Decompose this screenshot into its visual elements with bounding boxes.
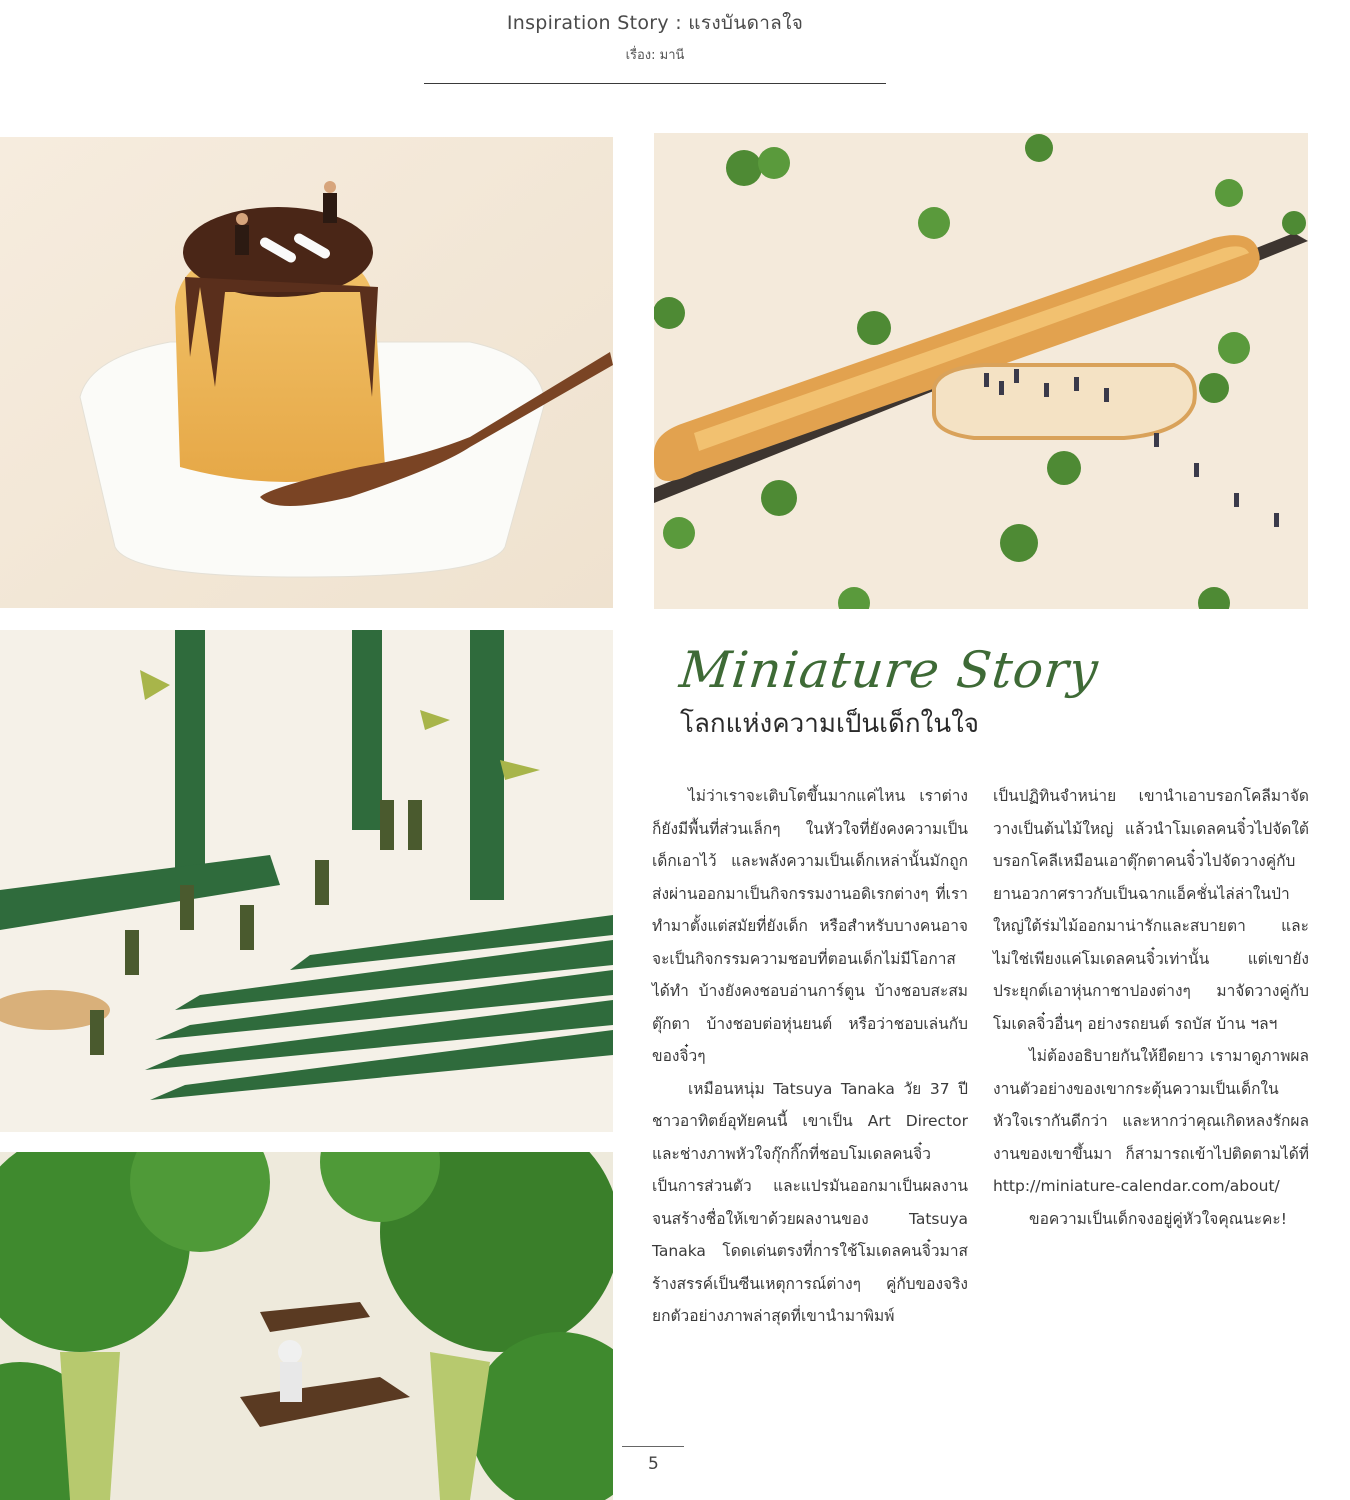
article-subtitle: โลกแห่งความเป็นเด็กในใจ bbox=[680, 709, 980, 739]
article-title: Miniature Story bbox=[676, 641, 1102, 699]
header-divider bbox=[424, 83, 886, 84]
article-heading bbox=[676, 641, 1120, 744]
author-line: เรื่อง: มานี bbox=[625, 48, 685, 63]
paragraph: เป็นปฏิทินจำหน่าย เขานำเอาบรอกโคลีมาจัดวางเป็นต้นไม้ใหญ่ แล้วนำโมเดลคนจิ๋วไปจัดใต้บรอกโคลีเหมือนเอาตุ๊กตาคนจิ๋วไปจัดวางคู่กับยานอวกาศราวกับเป็นฉากแอ็คชั่นไล่ล่าในป่าใหญ่ใต้ร่มไม้ออกมาน่ารักและสบายตา และไม่ใช่เพียงแค่โมเดลคนจิ๋วเท่านั้น แต่เขายังประยุกต์เอาหุ่นกาชาปองต่างๆ มาจัดวางคู่กับโมเดลจิ๋วอื่นๆ อย่างรถยนต์ รถบัส บ้าน ฯลฯ bbox=[993, 787, 1309, 1033]
paragraph: ไม่ต้องอธิบายกันให้ยืดยาว เรามาดูภาพผลงานตัวอย่างของเขากระตุ้นความเป็นเด็กในหัวใจเรากันดีกว่า และหากว่าคุณเกิดหลงรักผลงานของเขาขึ้นมา ก็สามารถเข้าไปติดตามได้ที่ http://miniature-calendar.com/about/ bbox=[993, 1047, 1309, 1195]
footer-divider bbox=[622, 1446, 684, 1447]
pudding-photo bbox=[0, 137, 613, 608]
paragraph: ไม่ว่าเราจะเติบโตขึ้นมากแค่ไหน เราต่างก็ยังมีพื้นที่ส่วนเล็กๆ ในหัวใจที่ยังคงความเป็นเด็กเอาไว้ และพลังความเป็นเด็กเหล่านั้นมักถูกส่งผ่านออกมาเป็นกิจกรรมงานอดิเรกต่างๆ ที่เราทำมาตั้งแต่สมัยที่ยังเด็ก หรือสำหรับบางคนอาจจะเป็นกิจกรรมความชอบที่ตอนเด็กไม่มีโอกาสได้ทำ บ้างยังคงชอบอ่านการ์ตูน บ้างชอบสะสมตุ๊กตา บ้างชอบต่อหุ่นยนต์ หรือว่าชอบเล่นกับของจิ๋วๆ bbox=[652, 787, 968, 1065]
page-header bbox=[0, 8, 1310, 65]
paragraph: ขอความเป็นเด็กจงอยู่คู่หัวใจคุณนะคะ! bbox=[1029, 1209, 1287, 1228]
section-title: Inspiration Story : แรงบันดาลใจ bbox=[506, 12, 804, 34]
bread-train-photo bbox=[654, 133, 1308, 609]
page-number: 5 bbox=[648, 1454, 659, 1474]
broccoli-forest-photo bbox=[0, 1152, 613, 1500]
pencil-lumberjack-photo bbox=[0, 630, 613, 1132]
paragraph: เหมือนหนุ่ม Tatsuya Tanaka วัย 37 ปี ชาวอาทิตย์อุทัยคนนี้ เขาเป็น Art Director และช่างภาพหัวใจกุ๊กกิ๊กที่ชอบโมเดลคนจิ๋วเป็นการส่วนตัว และแปรมันออกมาเป็นผลงานจนสร้างชื่อให้เขาด้วยผลงานของ Tatsuya Tanaka โดดเด่นตรงที่การใช้โมเดลคนจิ๋วมาสร้างสรรค์เป็นซีนเหตุการณ์ต่างๆ คู่กับของจริง ยกตัวอย่างภาพล่าสุดที่เขานำมาพิมพ์ bbox=[652, 1079, 968, 1325]
article-column-left bbox=[652, 780, 968, 1333]
article-column-right bbox=[993, 780, 1309, 1235]
